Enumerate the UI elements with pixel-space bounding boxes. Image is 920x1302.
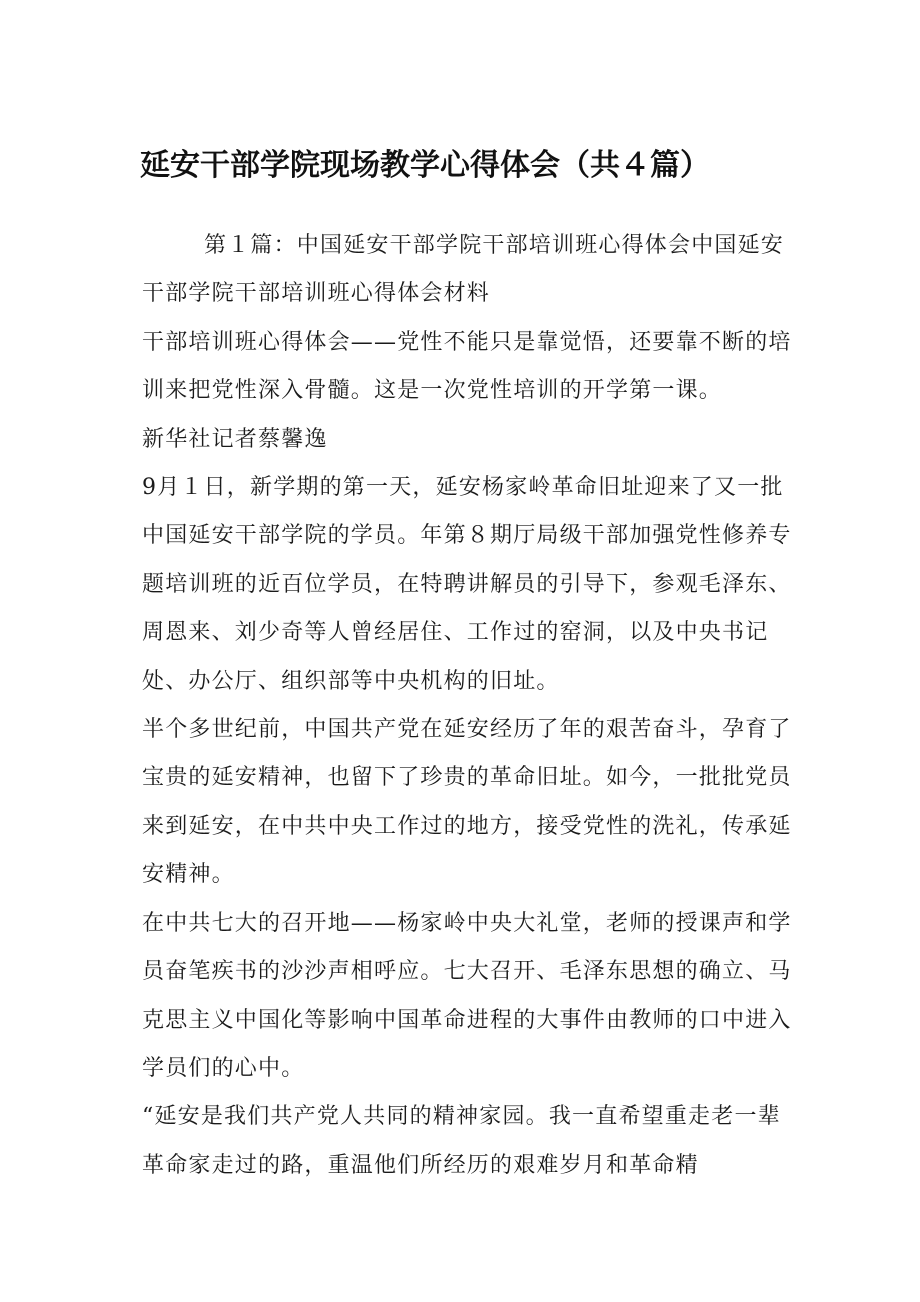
document-body [142,222,798,1190]
paragraph-6: 在中共七大的召开地——杨家岭中央大礼堂，老师的授课声和学员奋笔疾书的沙沙声相呼应。七大召开、毛泽东思想的确立、马克思主义中国化等影响中国革命进程的大事件由教师的口中进入学员们的心中。 [142,910,792,1081]
paragraph-2: 干部培训班心得体会——党性不能只是靠觉悟，还要靠不断的培训来把党性深入骨髓。这是一次党性培训的开学第一课。 [142,329,792,404]
paragraph-5: 半个多世纪前，中国共产党在延安经历了年的艰苦奋斗，孕育了宝贵的延安精神，也留下了珍贵的革命旧址。如今，一批批党员来到延安，在中共中央工作过的地方，接受党性的洗礼，传承延安精神。 [142,717,792,888]
document-title: 延安干部学院现场教学心得体会（共４篇） [140,148,710,183]
paragraph-7: “延安是我们共产党人共同的精神家园。我一直希望重走老一辈革命家走过的路，重温他们所经历的艰难岁月和革命精 [142,1104,781,1178]
paragraph-1: 第１篇：中国延安干部学院干部培训班心得体会中国延安干部学院干部培训班心得体会材料 [142,233,785,307]
paragraph-4: 9月１日，新学期的第一天，延安杨家岭革命旧址迎来了又一批中国延安干部学院的学员。年第８期厅局级干部加强党性修养专题培训班的近百位学员，在特聘讲解员的引导下，参观毛泽东、周恩来、刘少奇等人曾经居住、工作过的窑洞，以及中央书记处、办公厅、组织部等中央机构的旧址。 [142,475,792,694]
paragraph-3: 新华社记者蔡馨逸 [142,426,328,452]
